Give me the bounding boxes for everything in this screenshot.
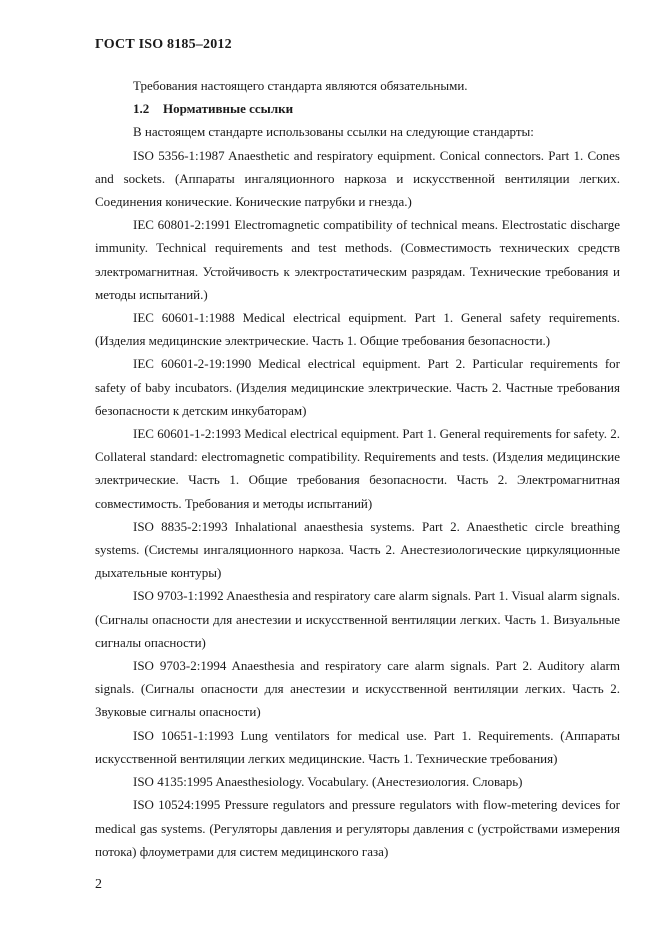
reference-item: ISO 10651-1:1993 Lung ventilators for medical use. Part 1. Requirements. (Аппараты искусственной вентиляции легких медицинские. Часть 1. Технические требования) — [95, 727, 620, 766]
mandatory-statement: Требования настоящего стандарта являются обязательными. — [133, 78, 468, 93]
reference-item: IEC 60801-2:1991 Electromagnetic compatibility of technical means. Electrostatic discharge immunity. Technical requirements and test methods. (Совместимость технических средств электромагнитная. Устойчивость к электростатическим разрядам. Технические требования и методы испытаний.) — [95, 217, 620, 302]
reference-item: ISO 4135:1995 Anaesthesiology. Vocabulary. (Анестезиология. Словарь) — [133, 774, 523, 790]
reference-item: IEC 60601-2-19:1990 Medical electrical equipment. Part 2. Particular requirements for safety of baby incubators. (Изделия медицинские электрические. Часть 2. Частные требования безопасности к детским инкубаторам) — [95, 356, 620, 418]
reference-item: ISO 10524:1995 Pressure regulators and pressure regulators with flow-metering devices for medical gas systems. (Регуляторы давления и регуляторы давления с (устройствами измерения потока) флоуметрами для систем медицинского газа) — [95, 797, 620, 859]
reference-item: ISO 8835-2:1993 Inhalational anaesthesia systems. Part 2. Anaesthetic circle breathing systems. (Системы ингаляционного наркоза. Часть 2. Анестезиологические циркуляционные дыхательные контуры) — [95, 518, 620, 581]
standard-header: ГОСТ ISO 8185–2012 — [95, 37, 232, 52]
document-body — [95, 74, 620, 863]
reference-item: IEC 60601-1:1988 Medical electrical equipment. Part 1. General safety requirements. (Изделия медицинские электрические. Часть 1. Общие требования безопасности.) — [95, 310, 620, 349]
reference-item: ISO 5356-1:1987 Anaesthetic and respiratory equipment. Conical connectors. Part 1. Cones and sockets. (Аппараты ингаляционного наркоза и искусственной вентиляции легких. Соединения конические. Конические патрубки и гнезда.) — [95, 147, 620, 210]
reference-item: ISO 9703-1:1992 Anaesthesia and respiratory care alarm signals. Part 1. Visual alarm signals. (Сигналы опасности для анестезии и искусственной вентиляции легких. Часть 1. Визуальные сигналы опасности) — [95, 588, 620, 650]
section-title: Нормативные ссылки — [163, 101, 294, 117]
page-number: 2 — [95, 877, 102, 892]
reference-item: IEC 60601-1-2:1993 Medical electrical equipment. Part 1. General requirements for safety. 2. Collateral standard: electromagnetic compatibility. Requirements and tests. (Изделия медицинские электрические. Часть 1. Общие требования безопасности. Часть 2. Электромагнитная совместимость. Требования и методы испытаний) — [95, 426, 620, 511]
section-number: 1.2 — [133, 101, 150, 117]
reference-item: ISO 9703-2:1994 Anaesthesia and respiratory care alarm signals. Part 2. Auditory alarm signals. (Сигналы опасности для анестезии и искусственной вентиляции легких. Часть 2. Звуковые сигналы опасности) — [95, 658, 620, 720]
references-intro: В настоящем стандарте использованы ссылки на следующие стандарты: — [133, 124, 534, 140]
section-heading — [95, 97, 620, 120]
